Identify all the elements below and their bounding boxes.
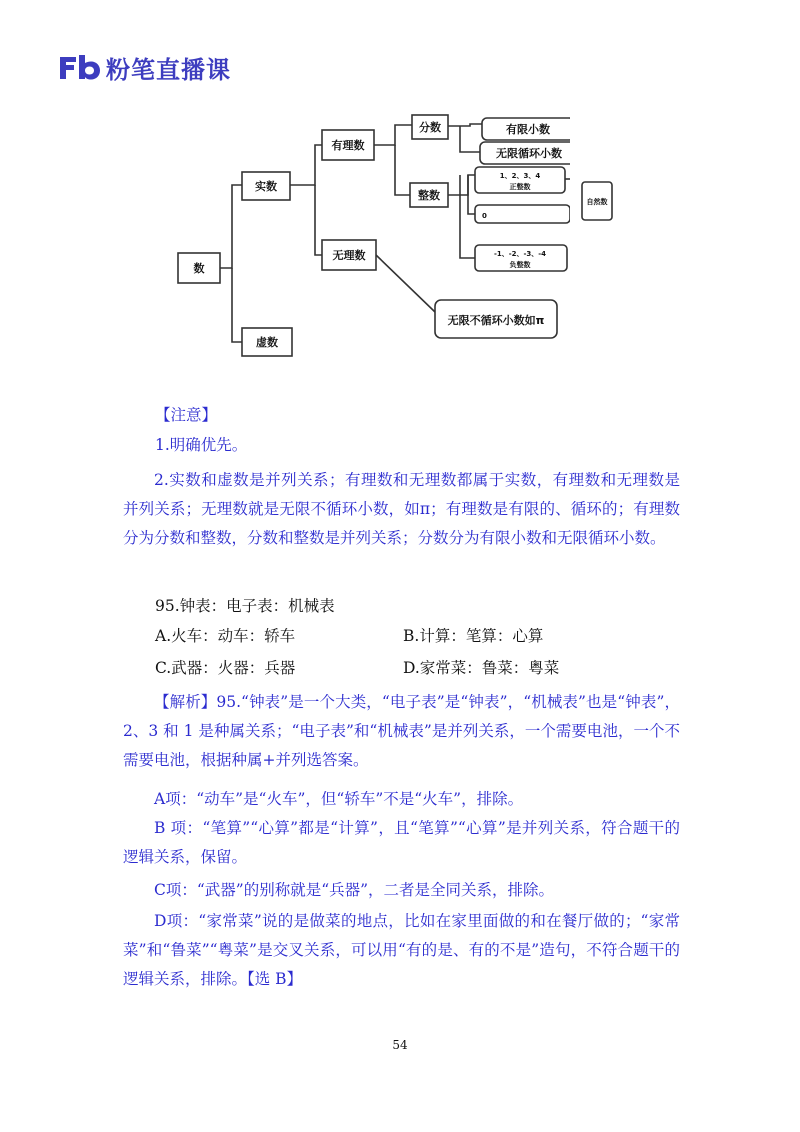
analysis-b: B 项：“笔算”“心算”都是“计算”，且“笔算”“心算”是并列关系，符合题干的逻辑关系，保留。	[123, 819, 680, 866]
option-c: C.武器：火器：兵器	[155, 659, 296, 677]
number-classification-diagram	[170, 110, 570, 360]
analysis-intro: 【解析】95.“钟表”是一个大类，“电子表”是“钟表”，“机械表”也是“钟表”，2、3 和 1 是种属关系；“电子表”和“机械表”是并列关系，一个需要电池，一个不需要电池，根据种属+并列选答案。	[123, 693, 680, 769]
fb-logo-icon	[58, 53, 102, 81]
label-integer: 整数	[418, 189, 440, 202]
label-rational: 有理数	[331, 139, 365, 152]
option-a: A.火车：动车：轿车	[155, 627, 296, 645]
label-positive-ints-1: 1、2、3、4	[499, 172, 541, 180]
note-title: 【注意】	[155, 406, 218, 424]
label-zero: 0	[482, 212, 487, 220]
label-repeating-decimal: 无限循环小数	[496, 147, 562, 160]
brand-logo	[58, 52, 231, 82]
label-imaginary: 虚数	[256, 336, 278, 349]
page-number: 54	[392, 1038, 408, 1052]
label-real: 实数	[255, 180, 277, 193]
label-negative-ints-2: 负整数	[509, 261, 531, 269]
analysis-c: C项：“武器”的别称就是“兵器”，二者是全同关系，排除。	[154, 881, 555, 899]
option-b: B.计算：笔算：心算	[403, 627, 544, 645]
label-fraction: 分数	[419, 121, 441, 134]
natural-numbers-box	[580, 180, 616, 224]
analysis-a: A项：“动车”是“火车”，但“轿车”不是“火车”，排除。	[154, 790, 524, 808]
label-finite-decimal: 有限小数	[506, 123, 550, 136]
label-number: 数	[193, 262, 205, 275]
analysis-d: D项：“家常菜”说的是做菜的地点，比如在家里面做的和在餐厅做的；“家常菜”和“鲁菜”“粤菜”是交叉关系，可以用“有的是、有的不是”造句，不符合题干的逻辑关系，排除。【选 B】	[123, 912, 680, 988]
label-negative-ints-1: -1、-2、-3、-4	[493, 250, 547, 258]
label-non-repeating: 无限不循环小数如π	[447, 314, 545, 327]
logo-text: 粉笔直播课	[106, 55, 231, 84]
note-point-2: 2.实数和虚数是并列关系；有理数和无理数都属于实数，有理数和无理数是并列关系；无理数就是无限不循环小数，如π；有理数是有限的、循环的；有理数分为分数和整数，分数和整数是并列关系；分数分为有限小数和无限循环小数。	[123, 471, 680, 547]
note-point-1: 1.明确优先。	[155, 436, 248, 454]
question-stem: 95.钟表：电子表：机械表	[155, 597, 335, 615]
label-natural-numbers: 自然数	[586, 198, 608, 206]
label-positive-ints-2: 正整数	[509, 183, 531, 191]
label-irrational: 无理数	[332, 249, 366, 262]
box-zero	[475, 205, 570, 223]
option-d: D.家常菜：鲁菜：粤菜	[403, 659, 560, 677]
